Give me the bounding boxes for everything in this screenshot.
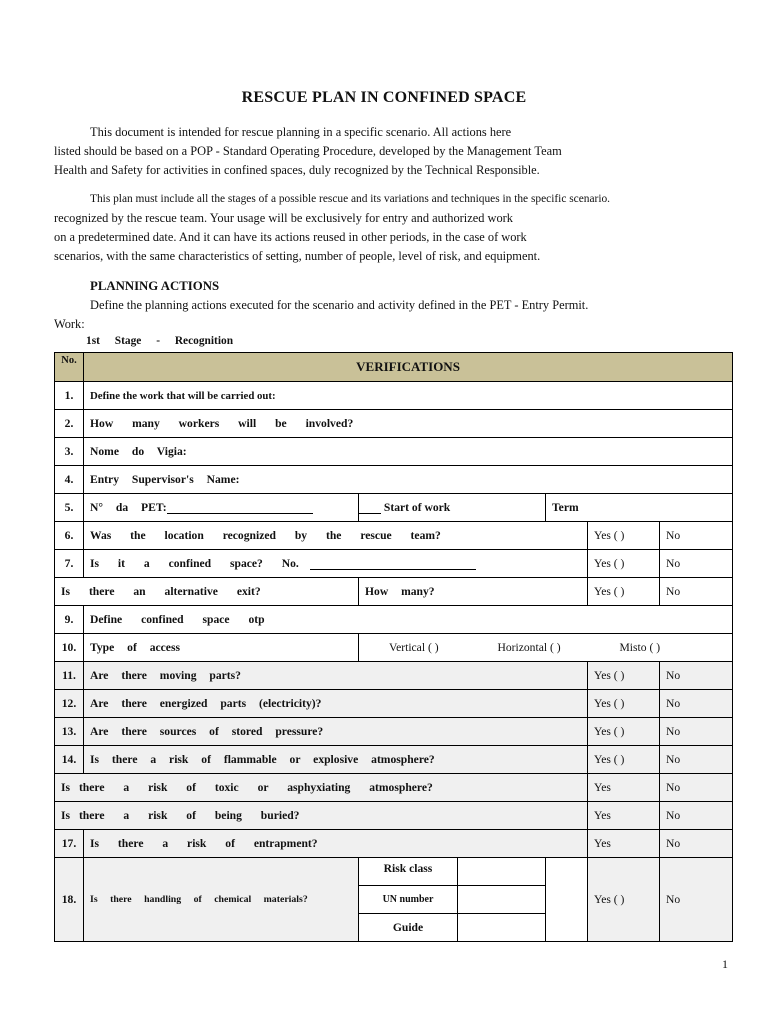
vertical-option[interactable]: Vertical ( ) xyxy=(389,641,439,654)
row-question: Are there sources of stored pressure? xyxy=(84,718,588,746)
un-number-label: UN number xyxy=(359,886,458,914)
horizontal-option[interactable]: Horizontal ( ) xyxy=(497,641,561,654)
yes-option[interactable]: Yes ( ) xyxy=(588,746,660,774)
table-row xyxy=(55,382,733,410)
row-question-text: there a risk of being buried? xyxy=(78,809,300,822)
row-question[interactable] xyxy=(84,550,588,578)
no-option[interactable]: No xyxy=(660,858,733,942)
yes-option[interactable]: Yes ( ) xyxy=(588,578,660,606)
no-option[interactable]: No xyxy=(660,662,733,690)
yes-option[interactable]: Yes xyxy=(588,774,660,802)
header-verifications: VERIFICATIONS xyxy=(84,353,733,382)
row-number: 7. xyxy=(55,550,84,578)
row-number: 5. xyxy=(55,494,84,522)
row-number: 3. xyxy=(55,438,84,466)
misto-option[interactable]: Misto ( ) xyxy=(619,641,661,654)
chemical-blank-cell xyxy=(546,858,588,942)
yes-option[interactable]: Yes ( ) xyxy=(588,662,660,690)
row-number: 11. xyxy=(55,662,84,690)
no-option[interactable]: No xyxy=(660,830,733,858)
table-header-row xyxy=(55,353,733,382)
pet-number-field[interactable] xyxy=(84,494,359,522)
table-row xyxy=(55,578,733,606)
table-row xyxy=(55,410,733,438)
yes-option[interactable]: Yes xyxy=(588,830,660,858)
intro-line: Health and Safety for activities in confined spaces, duly recognized by the Technical Responsible. xyxy=(54,163,540,177)
row-number: 10. xyxy=(55,634,84,662)
yes-option[interactable]: Yes ( ) xyxy=(588,718,660,746)
no-option[interactable]: No xyxy=(660,746,733,774)
answer-blank-line xyxy=(310,558,476,570)
row-question: Is there handling of chemical materials? xyxy=(84,858,359,942)
guide-label: Guide xyxy=(359,914,458,942)
how-many-field[interactable]: How many? xyxy=(359,578,588,606)
table-row xyxy=(55,606,733,634)
intro-line: This document is intended for rescue planning in a specific scenario. All actions here xyxy=(90,125,512,139)
no-option[interactable]: No xyxy=(660,718,733,746)
header-no: No. xyxy=(55,353,84,382)
table-row xyxy=(55,662,733,690)
start-of-work-field[interactable] xyxy=(359,494,546,522)
row-question[interactable]: Nome do Vigia: xyxy=(84,438,733,466)
yes-option[interactable]: Yes ( ) xyxy=(588,858,660,942)
table-row xyxy=(55,746,733,774)
table-row xyxy=(55,774,733,802)
row-question-text: there an alternative exit? xyxy=(88,585,261,598)
intro-paragraph-2 xyxy=(54,190,710,266)
work-label: Work: xyxy=(54,317,85,331)
planning-define-text: Define the planning actions executed for the scenario and activity defined in the PET - Entry Permit. xyxy=(90,298,589,312)
page-number: 1 xyxy=(722,957,728,971)
start-blank-line xyxy=(359,502,381,514)
yes-option[interactable]: Yes ( ) xyxy=(588,522,660,550)
row-question[interactable]: Entry Supervisor's Name: xyxy=(84,466,733,494)
intro-line: listed should be based on a POP - Standard Operating Procedure, developed by the Management Team xyxy=(54,144,562,158)
row-number: 17. xyxy=(55,830,84,858)
planning-heading: PLANNING ACTIONS xyxy=(90,279,220,293)
row-number: 13. xyxy=(55,718,84,746)
row-question: Was the location recognized by the rescue team? xyxy=(84,522,588,550)
row-question-text: there a risk of toxic or asphyxiating atmosphere? xyxy=(78,781,433,794)
intro-line: recognized by the rescue team. Your usage will be exclusively for entry and authorized work xyxy=(54,211,513,225)
risk-class-label: Risk class xyxy=(359,858,458,886)
table-row xyxy=(55,466,733,494)
table-row xyxy=(55,494,733,522)
row-number: 6. xyxy=(55,522,84,550)
un-number-field[interactable] xyxy=(458,886,546,914)
row-number: 9. xyxy=(55,606,84,634)
row-question-text: Is it a confined space? No. xyxy=(90,557,299,570)
intro-line: This plan must include all the stages of a possible rescue and its variations and techniques in the specific scenario. xyxy=(90,193,611,205)
term-field[interactable] xyxy=(546,494,733,522)
intro-line: scenarios, with the same characteristics of setting, number of people, level of risk, and equipment. xyxy=(54,249,541,263)
row-number: 12. xyxy=(55,690,84,718)
table-row xyxy=(55,634,733,662)
table-row xyxy=(55,858,733,886)
table-row xyxy=(55,690,733,718)
row-number: 14. xyxy=(55,746,84,774)
row-question[interactable]: Define confined space otp xyxy=(84,606,733,634)
row-question: Are there energized parts (electricity)? xyxy=(84,690,588,718)
verifications-table xyxy=(54,352,733,942)
row-question[interactable]: How many workers will be involved? xyxy=(84,410,733,438)
row-lead: Is xyxy=(61,585,71,598)
yes-option[interactable]: Yes ( ) xyxy=(588,550,660,578)
no-option[interactable]: No xyxy=(660,802,733,830)
no-option[interactable]: No xyxy=(660,774,733,802)
row-question: Type of access xyxy=(84,634,359,662)
no-option[interactable]: No xyxy=(660,690,733,718)
table-row xyxy=(55,438,733,466)
row-number: 1. xyxy=(55,382,84,410)
row-question xyxy=(55,802,588,830)
row-question: Are there moving parts? xyxy=(84,662,588,690)
no-option[interactable]: No xyxy=(660,578,733,606)
risk-class-field[interactable] xyxy=(458,858,546,886)
no-option[interactable]: No xyxy=(660,522,733,550)
table-row xyxy=(55,522,733,550)
no-option[interactable]: No xyxy=(660,550,733,578)
start-label: Start of work xyxy=(383,501,451,514)
row-question: Is there a risk of flammable or explosive atmosphere? xyxy=(84,746,588,774)
yes-option[interactable]: Yes xyxy=(588,802,660,830)
row-question[interactable]: Define the work that will be carried out: xyxy=(84,382,733,410)
table-row xyxy=(55,830,733,858)
pet-label: N° da PET: xyxy=(90,501,167,514)
row-number: 2. xyxy=(55,410,84,438)
table-row xyxy=(55,802,733,830)
row-number: 18. xyxy=(55,858,84,942)
access-type-options xyxy=(359,634,733,662)
document-title: RESCUE PLAN IN CONFINED SPACE xyxy=(241,89,527,106)
term-label: Term xyxy=(552,501,579,514)
stage-label: 1st Stage - Recognition xyxy=(86,335,234,347)
table-row xyxy=(55,550,733,578)
table-row xyxy=(55,718,733,746)
intro-paragraph-1 xyxy=(54,123,640,180)
row-number: 4. xyxy=(55,466,84,494)
row-question[interactable] xyxy=(55,578,359,606)
row-lead: Is xyxy=(61,781,71,794)
yes-option[interactable]: Yes ( ) xyxy=(588,690,660,718)
intro-line: on a predetermined date. And it can have its actions reused in other periods, in the case of work xyxy=(54,230,527,244)
pet-blank-line xyxy=(167,502,313,514)
row-lead: Is xyxy=(61,809,71,822)
guide-field[interactable] xyxy=(458,914,546,942)
row-question: Is there a risk of entrapment? xyxy=(84,830,588,858)
row-question xyxy=(55,774,588,802)
